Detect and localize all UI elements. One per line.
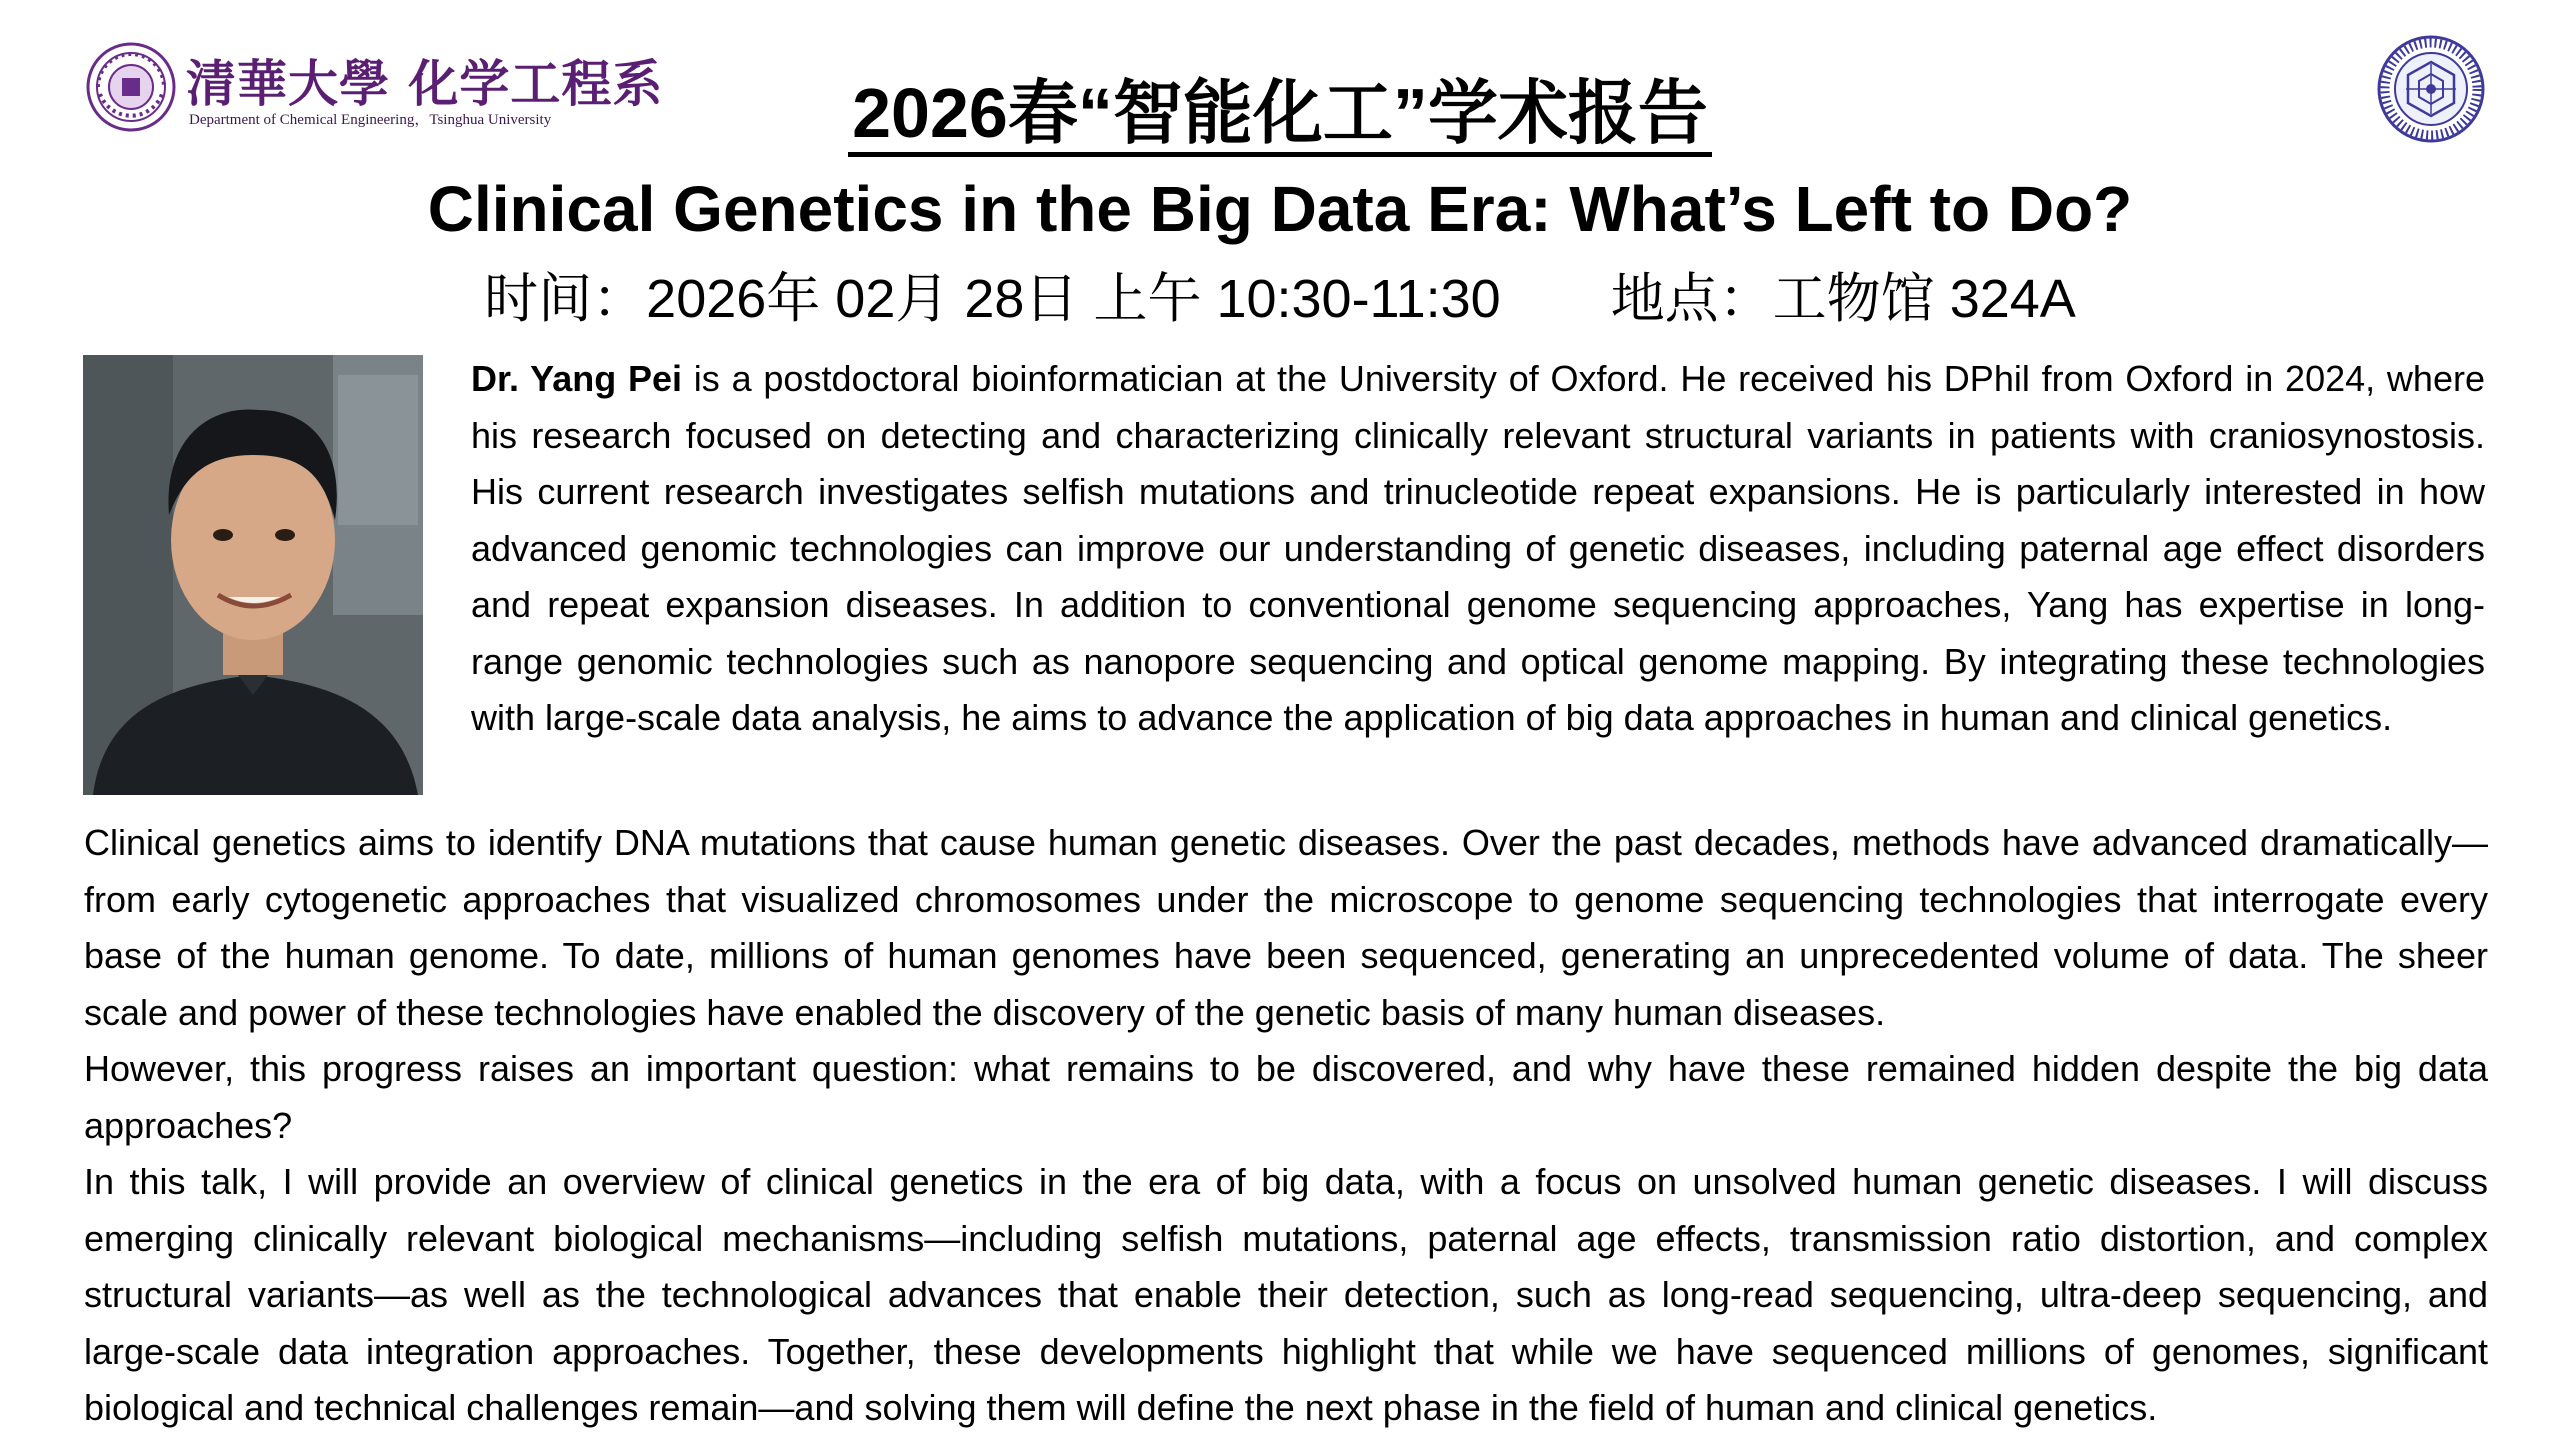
speaker-portrait-illustration: [83, 355, 423, 795]
talk-location: 地点：工物馆 324A: [1610, 269, 2076, 329]
abstract-paragraph: Clinical genetics aims to identify DNA mutations that cause human genetic diseases. Over the past decades, methods have advanced dramatically—from early cytogenetic approaches that visualized chromosomes under the microscope to genome sequencing technologies that interrogate every base of the human genome. To date, millions of human genomes have been sequenced, generating an unprecedented volume of data. The sheer scale and power of these technologies have enabled the discovery of the genetic basis of many human diseases.: [84, 822, 2488, 1033]
talk-time: 时间：2026年 02月 28日 上午 10:30-11:30: [484, 269, 1501, 329]
speaker-bio-text: is a postdoctoral bioinformatician at the University of Oxford. He received his DPhil from Oxford in 2024, where his research focused on detecting and characterizing clinically relevant structural variants in patients with craniosynostosis. His current research investigates selfish mutations and trinucleotide repeat expansions. He is particularly interested in how advanced genomic technologies can improve our understanding of genetic diseases, including paternal age effect disorders and repeat expansion diseases. In addition to conventional genome sequencing approaches, Yang has expertise in long-range genomic technologies such as nanopore sequencing and optical genome mapping. By integrating these technologies with large-scale data analysis, he aims to advance the application of big data approaches in human and clinical genetics.: [471, 358, 2485, 738]
speaker-name: Dr. Yang Pei: [471, 358, 683, 399]
talk-abstract: [84, 815, 2488, 1437]
speaker-bio: [471, 351, 2485, 747]
department-name-cn: 清華大學 化学工程系: [186, 54, 664, 113]
series-title-text: 2026春“智能化工”学术报告: [848, 74, 1712, 157]
time-location-line: [0, 262, 2560, 336]
speaker-portrait: [83, 355, 423, 795]
talk-title: Clinical Genetics in the Big Data Era: What’s Left to Do?: [427, 173, 2133, 245]
abstract-paragraph: In this talk, I will provide an overview of clinical genetics in the era of big data, with a focus on unsolved human genetic diseases. I will discuss emerging clinically relevant biological mechanisms—including selfish mutations, paternal age effects, transmission ratio distortion, and complex structural variants—as well as the technological advances that enable their detection, such as long-read sequencing, ultra-deep sequencing, and large-scale data integration approaches. Together, these developments highlight that while we have sequenced millions of genomes, significant biological and technical challenges remain—and solving them will define the next phase in the field of human and clinical genetics.: [84, 1161, 2488, 1428]
abstract-paragraph: However, this progress raises an important question: what remains to be discovered, and why have these remained hidden despite the big data approaches?: [84, 1048, 2488, 1146]
series-title: [0, 68, 2560, 158]
department-name-en: Department of Chemical Engineering，Tsinghua University: [189, 112, 552, 128]
